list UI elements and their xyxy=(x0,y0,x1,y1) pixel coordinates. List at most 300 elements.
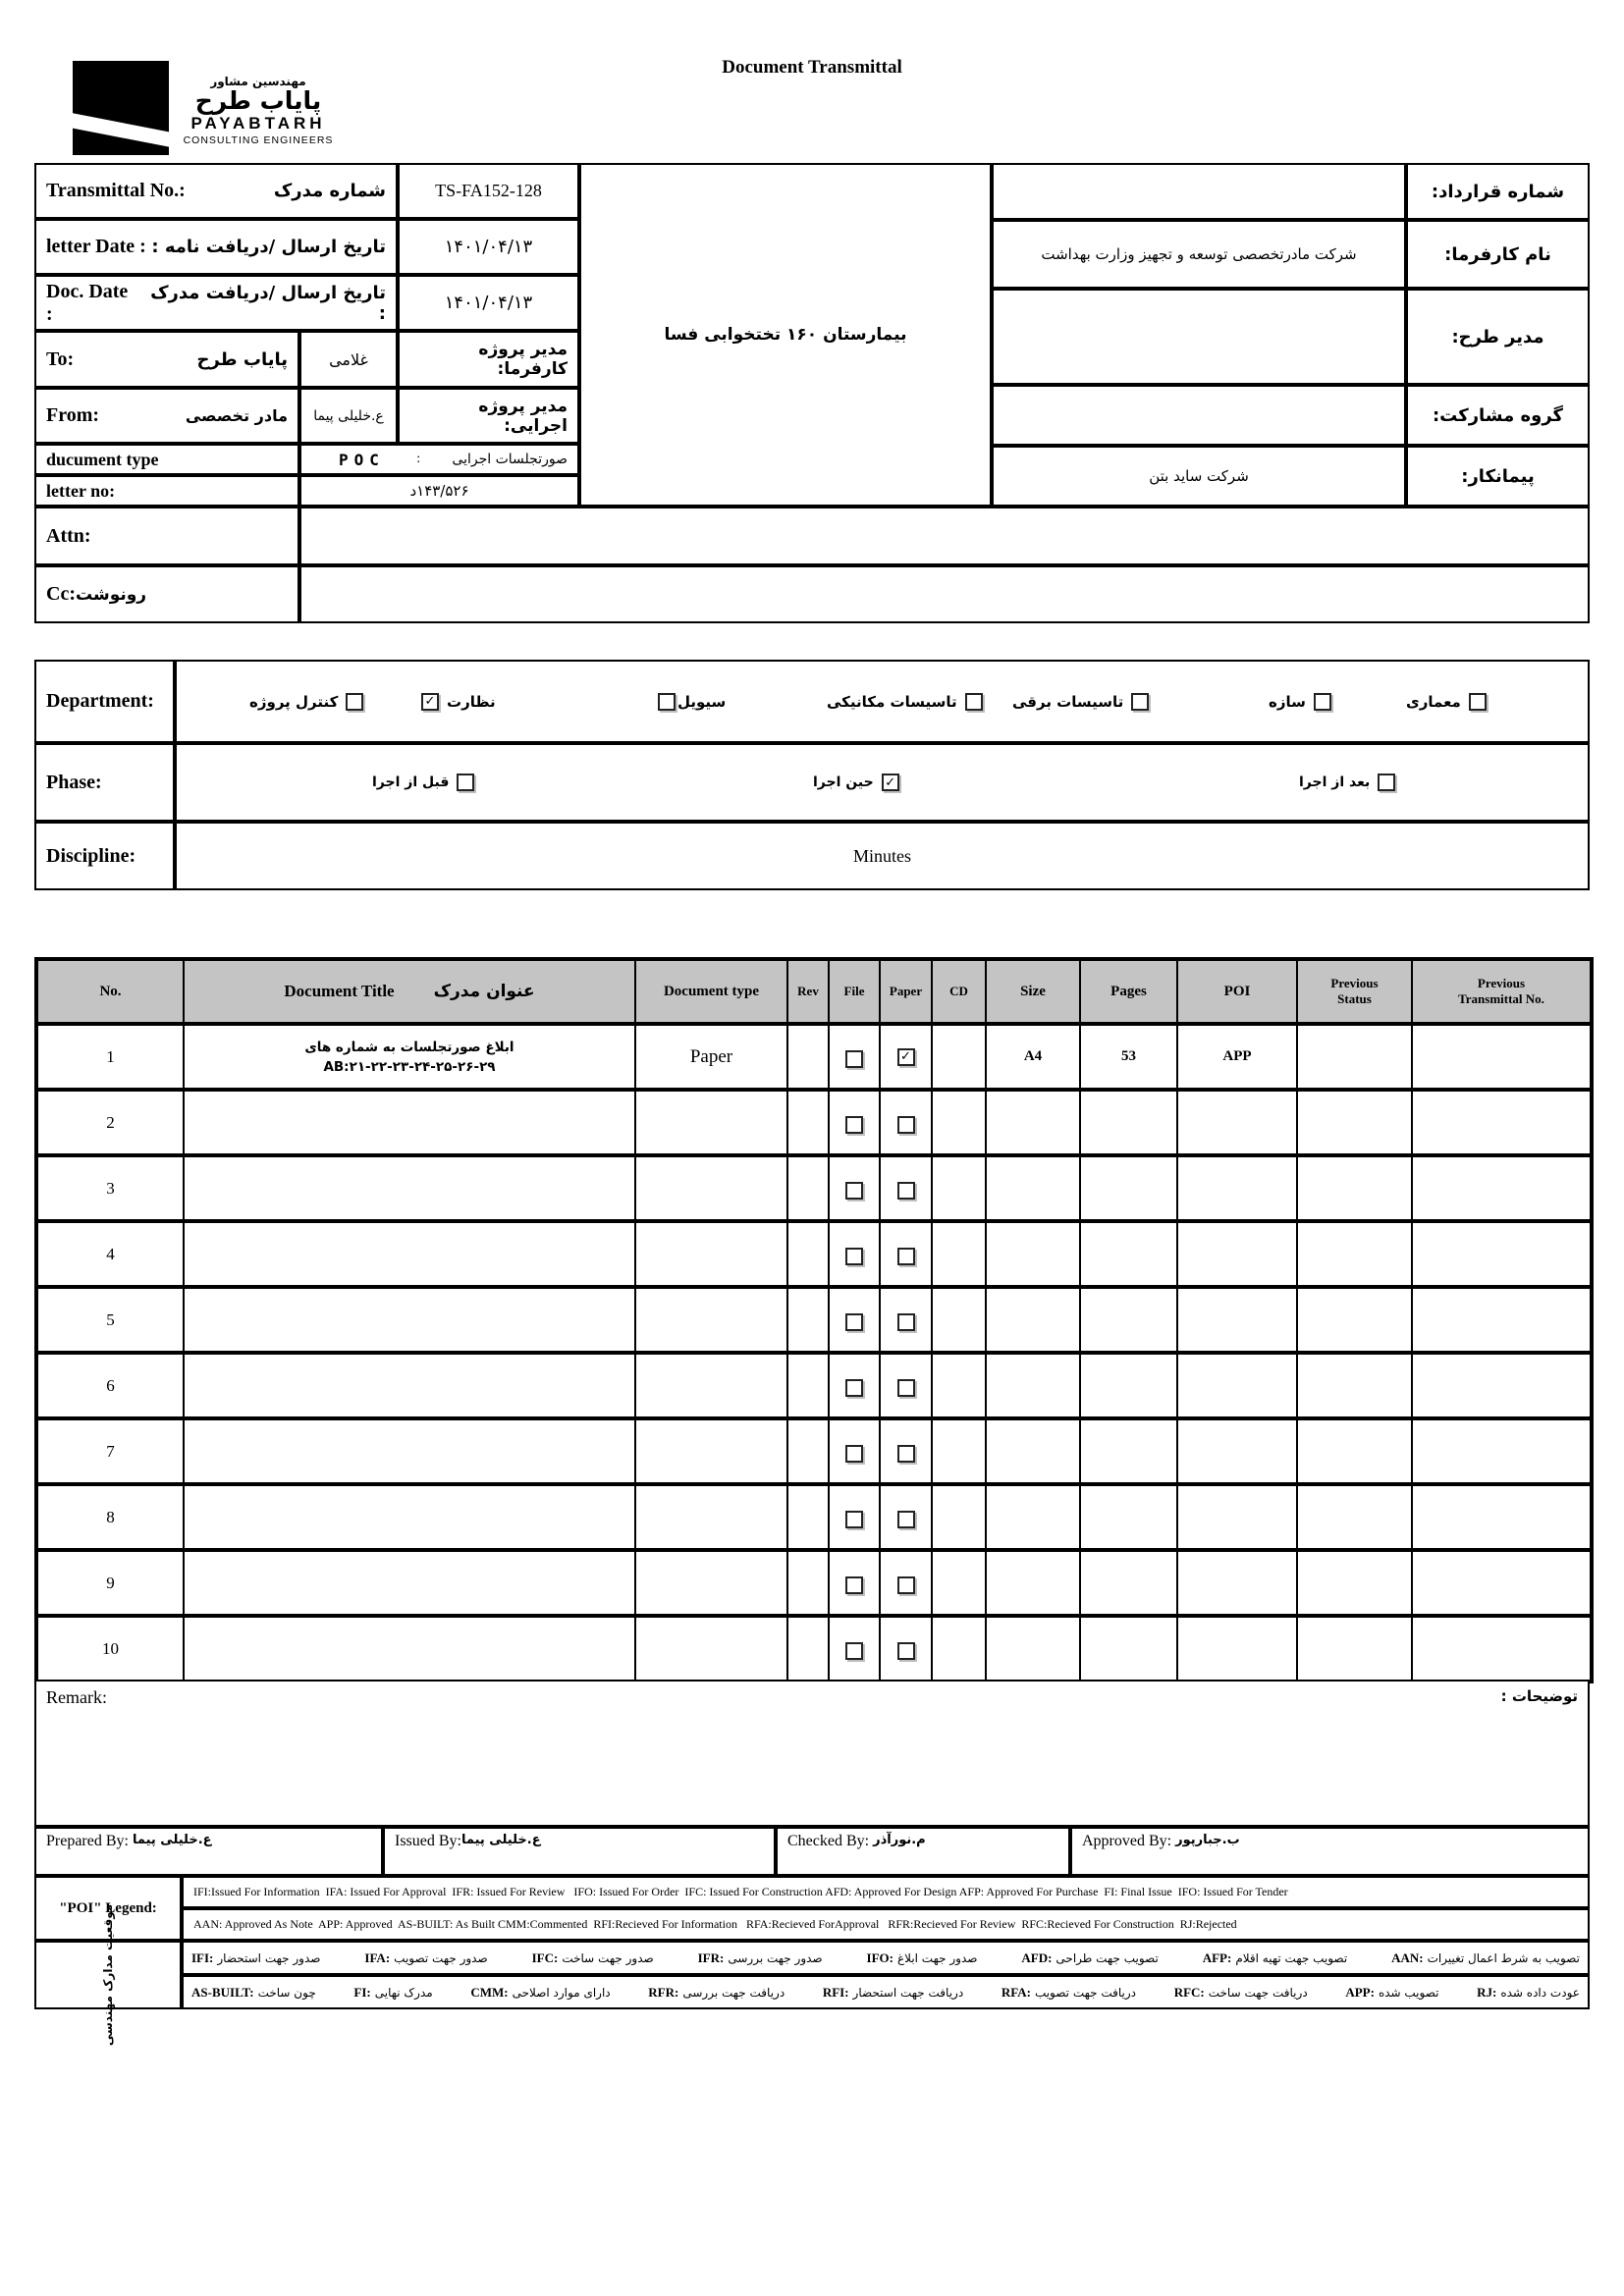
row-prev-status xyxy=(1297,1550,1412,1616)
row-prev-status xyxy=(1297,1024,1412,1090)
table-row xyxy=(36,1550,1592,1616)
row-pages xyxy=(1080,1484,1177,1550)
file-checkbox[interactable] xyxy=(845,1313,863,1331)
to-label: To: xyxy=(46,347,75,370)
department-options-cell xyxy=(175,660,1590,743)
row-title xyxy=(184,1616,635,1682)
logo-swoosh-icon xyxy=(73,111,169,148)
row-size xyxy=(986,1090,1080,1155)
row-poi xyxy=(1177,1287,1297,1353)
to-cell xyxy=(34,331,299,388)
option-label: حین اجرا xyxy=(813,774,874,790)
cc-label-cell xyxy=(34,565,299,623)
table-row xyxy=(36,1418,1592,1484)
architecture-checkbox[interactable] xyxy=(1469,693,1487,711)
row-pages xyxy=(1080,1155,1177,1221)
legend-item: RFR: دریافت جهت بررسی xyxy=(648,1984,785,2000)
to-person: غلامی xyxy=(329,349,368,369)
document-type-fa: صورتجلسات اجرایی xyxy=(452,452,568,467)
row-cd xyxy=(932,1090,986,1155)
row-paper xyxy=(880,1484,932,1550)
to-person-cell xyxy=(299,331,398,388)
row-title xyxy=(184,1550,635,1616)
table-header-row xyxy=(36,959,1592,1024)
file-checkbox[interactable] xyxy=(845,1511,863,1528)
paper-checkbox[interactable] xyxy=(897,1642,915,1660)
discipline-label-cell xyxy=(34,822,175,890)
row-prev-transmittal xyxy=(1412,1155,1592,1221)
attn-label: Attn: xyxy=(46,524,91,547)
legend-item: IFI: صدور جهت استحضار xyxy=(191,1949,321,1965)
row-title xyxy=(184,1287,635,1353)
department-option-structure xyxy=(1269,693,1331,711)
row-title xyxy=(184,1418,635,1484)
option-label: تاسیسات مکانیکی xyxy=(827,692,957,711)
row-document-type xyxy=(635,1353,787,1418)
row-poi xyxy=(1177,1155,1297,1221)
file-checkbox[interactable] xyxy=(845,1379,863,1397)
project-control-checkbox[interactable] xyxy=(346,693,363,711)
from-label: From: xyxy=(46,404,100,426)
row-paper xyxy=(880,1155,932,1221)
contractor-label-cell xyxy=(1406,446,1590,507)
remark-label-fa: توضیحات : xyxy=(1500,1687,1578,1705)
row-cd xyxy=(932,1287,986,1353)
row-size xyxy=(986,1484,1080,1550)
doc-date-value: ۱۴۰۱/۰۴/۱۳ xyxy=(444,293,533,313)
row-poi: APP xyxy=(1177,1024,1297,1090)
option-label: سیویل xyxy=(677,692,727,711)
row-size xyxy=(986,1418,1080,1484)
page-title: Document Transmittal xyxy=(722,57,902,78)
brand-fa-name: پایاب طرح xyxy=(194,86,322,115)
row-no: 3 xyxy=(36,1155,184,1221)
row-file xyxy=(829,1221,880,1287)
row-no: 10 xyxy=(36,1616,184,1682)
row-prev-status xyxy=(1297,1616,1412,1682)
jv-group-label: گروه مشارکت: xyxy=(1432,404,1564,426)
transmittal-no-label-fa: شماره مدرک xyxy=(273,181,386,201)
header-previous-transmittal: Previous Transmittal No. xyxy=(1412,959,1592,1024)
to-org: پایاب طرح xyxy=(196,348,288,370)
legend-item: IFC: صدور جهت ساخت xyxy=(531,1949,654,1965)
row-no: 1 xyxy=(36,1024,184,1090)
row-document-type xyxy=(635,1418,787,1484)
checked-by-cell xyxy=(776,1827,1070,1876)
row-title xyxy=(184,1221,635,1287)
header-no: No. xyxy=(36,959,184,1024)
project-name: بیمارستان ۱۶۰ تختخوابی فسا xyxy=(664,325,907,345)
client-label: نام کارفرما: xyxy=(1444,243,1551,265)
row-prev-status xyxy=(1297,1221,1412,1287)
row-prev-transmittal xyxy=(1412,1484,1592,1550)
row-cd xyxy=(932,1353,986,1418)
contract-no-label-cell xyxy=(1406,163,1590,220)
civil-checkbox[interactable] xyxy=(658,693,676,711)
paper-checkbox[interactable] xyxy=(897,1248,915,1265)
cc-label-en: Cc: xyxy=(46,583,76,605)
legend-item: IFO: صدور جهت ابلاغ xyxy=(866,1949,978,1965)
option-label: کنترل پروژه xyxy=(249,692,339,711)
approved-by-label: Approved By: xyxy=(1082,1833,1172,1849)
row-cd xyxy=(932,1024,986,1090)
mechanical-checkbox[interactable] xyxy=(965,693,983,711)
from-person-cell xyxy=(299,388,398,444)
table-row xyxy=(36,1090,1592,1155)
file-checkbox[interactable] xyxy=(845,1050,863,1068)
header-poi: POI xyxy=(1177,959,1297,1024)
poi-legend-title: "POI" Legend: xyxy=(59,1899,157,1916)
row-title xyxy=(184,1353,635,1418)
poi-legend-fa-line1-cell xyxy=(182,1941,1590,1975)
legend-item: APP: تصویب شده xyxy=(1345,1984,1439,2000)
row-rev xyxy=(787,1024,829,1090)
row-cd xyxy=(932,1550,986,1616)
row-title xyxy=(184,1155,635,1221)
after-execution-checkbox[interactable] xyxy=(1378,774,1395,791)
row-pages xyxy=(1080,1550,1177,1616)
row-title: ابلاغ صورتجلسات به شماره های AB:۲۱-۲۲-۲۳-۲۴-۲۵-۲۶-۲۹ xyxy=(184,1024,635,1090)
row-rev xyxy=(787,1155,829,1221)
row-document-type xyxy=(635,1287,787,1353)
client-value-cell xyxy=(992,220,1406,289)
from-org: مادر تخصصی xyxy=(185,406,288,425)
doc-date-value-cell xyxy=(398,275,579,331)
row-prev-status xyxy=(1297,1287,1412,1353)
legend-item: IFR: صدور جهت بررسی xyxy=(697,1949,823,1965)
row-file xyxy=(829,1155,880,1221)
row-rev xyxy=(787,1418,829,1484)
discipline-label: Discipline: xyxy=(46,844,136,867)
row-size xyxy=(986,1550,1080,1616)
transmittal-no-label-cell xyxy=(34,163,398,219)
structure-checkbox[interactable] xyxy=(1314,693,1331,711)
option-label: قبل از اجرا xyxy=(372,774,450,790)
phase-options-cell xyxy=(175,743,1590,822)
row-prev-status xyxy=(1297,1090,1412,1155)
poi-legend-en-line1-cell xyxy=(182,1876,1590,1908)
brand-text xyxy=(175,75,342,146)
legend-item: AFD: تصویب جهت طراحی xyxy=(1021,1949,1159,1965)
cc-label-fa: رونوشت xyxy=(75,584,147,605)
jv-group-label-cell xyxy=(1406,385,1590,446)
header-size: Size xyxy=(986,959,1080,1024)
department-option-architecture xyxy=(1406,693,1487,711)
poi-legend-fa-line2-cell xyxy=(182,1975,1590,2009)
header-pages: Pages xyxy=(1080,959,1177,1024)
paper-checkbox[interactable] xyxy=(897,1511,915,1528)
poi-legend-en-line2-cell xyxy=(182,1908,1590,1941)
paper-checkbox[interactable] xyxy=(897,1445,915,1463)
row-prev-status xyxy=(1297,1418,1412,1484)
letter-no-label-cell xyxy=(34,475,299,507)
legend-item: RFI: دریافت جهت استحضار xyxy=(822,1984,964,2000)
contractor-label: پیمانکار: xyxy=(1461,465,1535,487)
row-size xyxy=(986,1155,1080,1221)
approved-by-value: ب.جبارپور xyxy=(1175,1833,1240,1847)
row-cd xyxy=(932,1418,986,1484)
table-row xyxy=(36,1616,1592,1682)
attn-value-cell xyxy=(299,507,1590,565)
row-prev-status xyxy=(1297,1353,1412,1418)
document-type-label: ducument type xyxy=(46,449,159,469)
row-prev-transmittal xyxy=(1412,1418,1592,1484)
row-rev xyxy=(787,1287,829,1353)
option-label: تاسیسات برقی xyxy=(1012,692,1124,711)
paper-checkbox[interactable] xyxy=(897,1313,915,1331)
doc-date-label-cell xyxy=(34,275,398,331)
contractor-name: شرکت ساید بتن xyxy=(1149,467,1249,485)
row-file xyxy=(829,1550,880,1616)
file-checkbox[interactable] xyxy=(845,1182,863,1200)
row-no: 2 xyxy=(36,1090,184,1155)
phase-option-after-execution xyxy=(1299,774,1395,791)
design-manager-value-cell xyxy=(992,289,1406,385)
row-file xyxy=(829,1616,880,1682)
file-checkbox[interactable] xyxy=(845,1116,863,1134)
supervision-checkbox[interactable]: ✓ xyxy=(421,693,439,711)
file-checkbox[interactable] xyxy=(845,1248,863,1265)
electrical-checkbox[interactable] xyxy=(1131,693,1149,711)
contract-no-value-cell xyxy=(992,163,1406,220)
remark-label-en: Remark: xyxy=(46,1687,107,1707)
phase-label-cell xyxy=(34,743,175,822)
contract-no-label: شماره قرارداد: xyxy=(1431,181,1565,202)
poi-legend-en-line2: AAN: Approved As Note APP: Approved AS-BUILT: As Built CMM:Commented RFI:Recieved For Information RFA:Recieved ForApproval RFR:Recieved For Review RFC:Recieved For Construction RJ:Rejected xyxy=(193,1917,1237,1931)
file-checkbox[interactable] xyxy=(845,1642,863,1660)
header-rev: Rev xyxy=(787,959,829,1024)
row-paper xyxy=(880,1024,932,1090)
table-row xyxy=(36,1221,1592,1287)
option-label: نظارت xyxy=(447,692,496,711)
legend-item: RFC: دریافت جهت ساخت xyxy=(1173,1984,1308,2000)
paper-checkbox[interactable] xyxy=(897,1379,915,1397)
checked-by-value: م.نورآذر xyxy=(873,1833,926,1847)
row-no: 6 xyxy=(36,1353,184,1418)
header-title-fa: عنوان مدرک xyxy=(433,982,535,1001)
row-paper xyxy=(880,1221,932,1287)
transmittal-info-table xyxy=(34,163,1590,623)
row-cd xyxy=(932,1221,986,1287)
table-row xyxy=(36,1353,1592,1418)
row-file xyxy=(829,1353,880,1418)
issued-by-value: ع.خلیلی پیما xyxy=(461,1833,541,1847)
header-previous-status: Previous Status xyxy=(1297,959,1412,1024)
row-pages xyxy=(1080,1353,1177,1418)
row-size xyxy=(986,1353,1080,1418)
row-no: 9 xyxy=(36,1550,184,1616)
row-rev xyxy=(787,1550,829,1616)
row-document-type: Paper xyxy=(635,1024,787,1090)
department-label-cell xyxy=(34,660,175,743)
design-manager-label: مدیر طرح: xyxy=(1451,326,1544,347)
contractor-value-cell xyxy=(992,446,1406,507)
issued-by-label: Issued By: xyxy=(395,1833,461,1849)
row-rev xyxy=(787,1484,829,1550)
classification-table xyxy=(34,660,1590,890)
row-prev-transmittal xyxy=(1412,1353,1592,1418)
row-paper xyxy=(880,1287,932,1353)
row-document-type xyxy=(635,1155,787,1221)
row-no: 7 xyxy=(36,1418,184,1484)
row-poi xyxy=(1177,1353,1297,1418)
document-list-table xyxy=(34,957,1594,1683)
paper-checkbox[interactable] xyxy=(897,1576,915,1594)
paper-checkbox[interactable] xyxy=(897,1116,915,1134)
row-rev xyxy=(787,1221,829,1287)
exec-pm-role-label: مدیر پروژه اجرایی: xyxy=(478,396,568,436)
brand-en-subtitle: CONSULTING ENGINEERS xyxy=(183,133,334,146)
row-pages xyxy=(1080,1616,1177,1682)
checked-by-label: Checked By: xyxy=(787,1833,870,1849)
legend-item: RFA: دریافت جهت تصویب xyxy=(1001,1984,1137,2000)
legend-item: AAN: تصویب به شرط اعمال تغییرات xyxy=(1391,1949,1580,1965)
remark-cell xyxy=(34,1680,1590,1827)
legend-item: AFP: تصویب جهت تهیه اقلام xyxy=(1202,1949,1348,1965)
row-pages: 53 xyxy=(1080,1024,1177,1090)
row-title xyxy=(184,1484,635,1550)
legend-item: RJ: عودت داده شده xyxy=(1477,1984,1580,2000)
letter-date-label-cell xyxy=(34,219,398,275)
table-row xyxy=(36,1155,1592,1221)
row-prev-transmittal xyxy=(1412,1550,1592,1616)
attn-label-cell xyxy=(34,507,299,565)
document-type-separator: : xyxy=(416,452,421,466)
cc-value-cell xyxy=(299,565,1590,623)
row-pages xyxy=(1080,1287,1177,1353)
row-prev-transmittal xyxy=(1412,1090,1592,1155)
row-cd xyxy=(932,1484,986,1550)
issued-by-cell xyxy=(383,1827,776,1876)
paper-checkbox[interactable] xyxy=(897,1182,915,1200)
row-paper xyxy=(880,1090,932,1155)
approved-by-cell xyxy=(1070,1827,1590,1876)
row-paper xyxy=(880,1550,932,1616)
department-option-electrical xyxy=(1012,693,1149,711)
row-file xyxy=(829,1287,880,1353)
row-rev xyxy=(787,1353,829,1418)
during-execution-checkbox[interactable]: ✓ xyxy=(882,774,899,791)
letter-no-value-cell xyxy=(299,475,579,507)
client-name: شرکت مادرتخصصی توسعه و تجهیز وزارت بهداشت xyxy=(1041,245,1357,263)
header-title xyxy=(184,959,635,1024)
design-manager-label-cell xyxy=(1406,289,1590,385)
row-document-type xyxy=(635,1550,787,1616)
file-checkbox[interactable] xyxy=(845,1576,863,1594)
row-prev-status xyxy=(1297,1155,1412,1221)
phase-option-before-execution xyxy=(372,774,474,791)
row-prev-transmittal xyxy=(1412,1024,1592,1090)
exec-pm-role-cell xyxy=(398,388,579,444)
discipline-value: Minutes xyxy=(852,845,911,866)
prepared-by-cell xyxy=(34,1827,383,1876)
row-poi xyxy=(1177,1090,1297,1155)
department-option-supervision xyxy=(421,693,496,711)
jv-group-value-cell xyxy=(992,385,1406,446)
row-poi xyxy=(1177,1221,1297,1287)
row-prev-transmittal xyxy=(1412,1287,1592,1353)
row-paper xyxy=(880,1616,932,1682)
bottom-block xyxy=(34,1680,1590,2047)
legend-item: AS-BUILT: چون ساخت xyxy=(191,1984,316,2000)
row-pages xyxy=(1080,1418,1177,1484)
row-size xyxy=(986,1221,1080,1287)
row-paper xyxy=(880,1353,932,1418)
project-name-cell xyxy=(579,163,992,507)
row-paper xyxy=(880,1418,932,1484)
header-document-type: Document type xyxy=(635,959,787,1024)
transmittal-no-value: TS-FA152-128 xyxy=(435,181,542,200)
before-execution-checkbox[interactable] xyxy=(457,774,474,791)
row-document-type xyxy=(635,1484,787,1550)
row-poi xyxy=(1177,1616,1297,1682)
transmittal-no-value-cell xyxy=(398,163,579,219)
department-option-project-control xyxy=(249,693,363,711)
letter-no-label: letter no: xyxy=(46,480,116,501)
row-cd xyxy=(932,1616,986,1682)
transmittal-no-label-en: Transmittal No.: xyxy=(46,180,186,201)
row-no: 5 xyxy=(36,1287,184,1353)
row-cd xyxy=(932,1155,986,1221)
legend-item: IFA: صدور جهت تصویب xyxy=(364,1949,488,1965)
header-file: File xyxy=(829,959,880,1024)
option-label: سازه xyxy=(1269,692,1306,711)
file-checkbox[interactable] xyxy=(845,1445,863,1463)
row-document-type xyxy=(635,1090,787,1155)
option-label: معماری xyxy=(1406,692,1461,711)
doc-status-side-label: موقعیت مدارک مهندسی xyxy=(101,1903,115,2047)
letter-date-value-cell xyxy=(398,219,579,275)
row-rev xyxy=(787,1616,829,1682)
letter-date-label-en: letter Date : xyxy=(46,236,146,257)
prepared-by-label: Prepared By: xyxy=(46,1833,129,1849)
option-label: بعد از اجرا xyxy=(1299,774,1371,790)
from-person: ع.خلیلی پیما xyxy=(313,407,384,424)
row-document-type xyxy=(635,1221,787,1287)
row-size xyxy=(986,1287,1080,1353)
header-paper: Paper xyxy=(880,959,932,1024)
phase-label: Phase: xyxy=(46,771,102,793)
prepared-by-value: ع.خلیلی پیما xyxy=(132,1833,212,1847)
row-rev xyxy=(787,1090,829,1155)
client-label-cell xyxy=(1406,220,1590,289)
row-file xyxy=(829,1484,880,1550)
row-title xyxy=(184,1090,635,1155)
paper-checkbox[interactable]: ✓ xyxy=(897,1048,915,1066)
table-row xyxy=(36,1287,1592,1353)
row-pages xyxy=(1080,1090,1177,1155)
row-file xyxy=(829,1418,880,1484)
legend-item: CMM: دارای موارد اصلاحی xyxy=(470,1984,611,2000)
document-type-label-cell xyxy=(34,444,299,475)
phase-option-during-execution xyxy=(813,774,899,791)
row-document-type xyxy=(635,1616,787,1682)
department-option-mechanical xyxy=(827,693,983,711)
department-option-civil xyxy=(658,693,726,711)
header-cd: CD xyxy=(932,959,986,1024)
row-prev-transmittal xyxy=(1412,1616,1592,1682)
table-row xyxy=(36,1024,1592,1090)
row-size xyxy=(986,1616,1080,1682)
client-pm-role-label: مدیر پروژه کارفرما: xyxy=(478,340,568,379)
header-title-en: Document Title xyxy=(284,982,395,1000)
legend-item: FI: مدرک نهایی xyxy=(353,1984,433,2000)
document-type-value-cell xyxy=(299,444,579,475)
from-cell xyxy=(34,388,299,444)
row-poi xyxy=(1177,1484,1297,1550)
doc-date-label-en: Doc. Date : xyxy=(46,280,129,325)
poi-legend-en-line1: IFI:Issued For Information IFA: Issued For Approval IFR: Issued For Review IFO: Issued For Order IFC: Issued For Construction AFD: Approved For Design AFP: Approved For Purchase FI: Final Issue IFO: Issued For Tender xyxy=(193,1885,1288,1898)
